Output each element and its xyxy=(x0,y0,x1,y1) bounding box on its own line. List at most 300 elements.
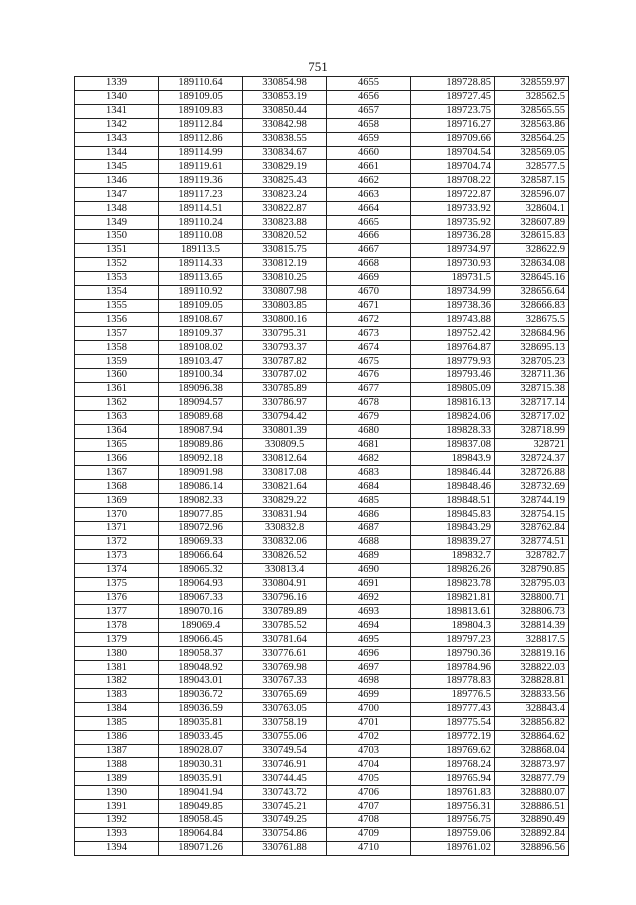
x-coordinate-cell: 189772.19 xyxy=(411,730,495,744)
x-coordinate-cell: 189736.28 xyxy=(411,229,495,243)
table-row xyxy=(75,827,569,841)
page-number: 751 xyxy=(308,59,328,74)
table-row xyxy=(75,549,569,563)
table-row xyxy=(75,786,569,800)
y-coordinate-cell: 330838.55 xyxy=(243,132,327,146)
point-number-cell: 4681 xyxy=(327,438,411,452)
point-number-cell: 1393 xyxy=(75,827,159,841)
x-coordinate-cell: 189704.54 xyxy=(411,146,495,160)
point-number-cell: 1342 xyxy=(75,118,159,132)
x-coordinate-cell: 189843.9 xyxy=(411,452,495,466)
x-coordinate-cell: 189058.45 xyxy=(159,814,243,828)
point-number-cell: 4678 xyxy=(327,396,411,410)
y-coordinate-cell: 328880.07 xyxy=(495,786,569,800)
table-row xyxy=(75,480,569,494)
table-row xyxy=(75,174,569,188)
x-coordinate-cell: 189824.06 xyxy=(411,410,495,424)
point-number-cell: 1358 xyxy=(75,341,159,355)
point-number-cell: 1386 xyxy=(75,730,159,744)
point-number-cell: 4691 xyxy=(327,577,411,591)
y-coordinate-cell: 328817.5 xyxy=(495,633,569,647)
x-coordinate-cell: 189816.13 xyxy=(411,396,495,410)
y-coordinate-cell: 330820.52 xyxy=(243,229,327,243)
x-coordinate-cell: 189109.83 xyxy=(159,104,243,118)
point-number-cell: 4686 xyxy=(327,508,411,522)
table-row xyxy=(75,188,569,202)
table-row xyxy=(75,633,569,647)
x-coordinate-cell: 189110.08 xyxy=(159,229,243,243)
y-coordinate-cell: 330769.98 xyxy=(243,661,327,675)
x-coordinate-cell: 189769.62 xyxy=(411,744,495,758)
point-number-cell: 4660 xyxy=(327,146,411,160)
point-number-cell: 4701 xyxy=(327,716,411,730)
x-coordinate-cell: 189845.83 xyxy=(411,508,495,522)
x-coordinate-cell: 189114.99 xyxy=(159,146,243,160)
table-row xyxy=(75,508,569,522)
point-number-cell: 1387 xyxy=(75,744,159,758)
x-coordinate-cell: 189112.86 xyxy=(159,132,243,146)
x-coordinate-cell: 189069.33 xyxy=(159,535,243,549)
y-coordinate-cell: 330812.19 xyxy=(243,257,327,271)
point-number-cell: 4679 xyxy=(327,410,411,424)
point-number-cell: 4698 xyxy=(327,674,411,688)
y-coordinate-cell: 328559.97 xyxy=(495,77,569,91)
y-coordinate-cell: 328877.79 xyxy=(495,772,569,786)
y-coordinate-cell: 330781.64 xyxy=(243,633,327,647)
table-row xyxy=(75,216,569,230)
table-row xyxy=(75,841,569,855)
y-coordinate-cell: 330743.72 xyxy=(243,786,327,800)
x-coordinate-cell: 189041.94 xyxy=(159,786,243,800)
x-coordinate-cell: 189759.06 xyxy=(411,827,495,841)
y-coordinate-cell: 330794.42 xyxy=(243,410,327,424)
point-number-cell: 4685 xyxy=(327,494,411,508)
y-coordinate-cell: 330829.22 xyxy=(243,494,327,508)
x-coordinate-cell: 189793.46 xyxy=(411,369,495,383)
y-coordinate-cell: 330829.19 xyxy=(243,160,327,174)
table-row xyxy=(75,744,569,758)
y-coordinate-cell: 328754.15 xyxy=(495,508,569,522)
x-coordinate-cell: 189775.54 xyxy=(411,716,495,730)
point-number-cell: 1375 xyxy=(75,577,159,591)
x-coordinate-cell: 189776.5 xyxy=(411,688,495,702)
table-row xyxy=(75,716,569,730)
x-coordinate-cell: 189731.5 xyxy=(411,271,495,285)
table-row xyxy=(75,577,569,591)
x-coordinate-cell: 189069.4 xyxy=(159,619,243,633)
point-number-cell: 4703 xyxy=(327,744,411,758)
table-row xyxy=(75,202,569,216)
y-coordinate-cell: 330823.88 xyxy=(243,216,327,230)
x-coordinate-cell: 189813.61 xyxy=(411,605,495,619)
x-coordinate-cell: 189028.07 xyxy=(159,744,243,758)
x-coordinate-cell: 189109.05 xyxy=(159,299,243,313)
x-coordinate-cell: 189066.64 xyxy=(159,549,243,563)
x-coordinate-cell: 189030.31 xyxy=(159,758,243,772)
x-coordinate-cell: 189048.92 xyxy=(159,661,243,675)
x-coordinate-cell: 189821.81 xyxy=(411,591,495,605)
point-number-cell: 4709 xyxy=(327,827,411,841)
y-coordinate-cell: 328896.56 xyxy=(495,841,569,855)
point-number-cell: 1373 xyxy=(75,549,159,563)
table-row xyxy=(75,772,569,786)
x-coordinate-cell: 189826.26 xyxy=(411,563,495,577)
y-coordinate-cell: 328819.16 xyxy=(495,647,569,661)
y-coordinate-cell: 330854.98 xyxy=(243,77,327,91)
x-coordinate-cell: 189734.97 xyxy=(411,243,495,257)
x-coordinate-cell: 189094.57 xyxy=(159,396,243,410)
y-coordinate-cell: 328774.51 xyxy=(495,535,569,549)
x-coordinate-cell: 189761.83 xyxy=(411,786,495,800)
table-row xyxy=(75,327,569,341)
point-number-cell: 1361 xyxy=(75,382,159,396)
point-number-cell: 1384 xyxy=(75,702,159,716)
table-row xyxy=(75,396,569,410)
y-coordinate-cell: 328890.49 xyxy=(495,814,569,828)
x-coordinate-cell: 189109.05 xyxy=(159,90,243,104)
y-coordinate-cell: 330809.5 xyxy=(243,438,327,452)
y-coordinate-cell: 328715.38 xyxy=(495,382,569,396)
point-number-cell: 4667 xyxy=(327,243,411,257)
point-number-cell: 1362 xyxy=(75,396,159,410)
point-number-cell: 4676 xyxy=(327,369,411,383)
point-number-cell: 4684 xyxy=(327,480,411,494)
y-coordinate-cell: 330761.88 xyxy=(243,841,327,855)
y-coordinate-cell: 328721 xyxy=(495,438,569,452)
x-coordinate-cell: 189765.94 xyxy=(411,772,495,786)
x-coordinate-cell: 189117.23 xyxy=(159,188,243,202)
coordinates-table-body xyxy=(75,77,569,856)
point-number-cell: 4682 xyxy=(327,452,411,466)
x-coordinate-cell: 189733.92 xyxy=(411,202,495,216)
y-coordinate-cell: 330767.33 xyxy=(243,674,327,688)
y-coordinate-cell: 330853.19 xyxy=(243,90,327,104)
table-row xyxy=(75,647,569,661)
point-number-cell: 4689 xyxy=(327,549,411,563)
y-coordinate-cell: 330810.25 xyxy=(243,271,327,285)
point-number-cell: 4670 xyxy=(327,285,411,299)
y-coordinate-cell: 328790.85 xyxy=(495,563,569,577)
y-coordinate-cell: 330832.06 xyxy=(243,535,327,549)
point-number-cell: 4657 xyxy=(327,104,411,118)
y-coordinate-cell: 328732.69 xyxy=(495,480,569,494)
point-number-cell: 1360 xyxy=(75,369,159,383)
point-number-cell: 4707 xyxy=(327,800,411,814)
table-row xyxy=(75,674,569,688)
point-number-cell: 1343 xyxy=(75,132,159,146)
x-coordinate-cell: 189723.75 xyxy=(411,104,495,118)
x-coordinate-cell: 189728.85 xyxy=(411,77,495,91)
x-coordinate-cell: 189752.42 xyxy=(411,327,495,341)
table-row xyxy=(75,355,569,369)
x-coordinate-cell: 189110.24 xyxy=(159,216,243,230)
point-number-cell: 1341 xyxy=(75,104,159,118)
table-row xyxy=(75,285,569,299)
y-coordinate-cell: 330823.24 xyxy=(243,188,327,202)
point-number-cell: 1349 xyxy=(75,216,159,230)
point-number-cell: 4702 xyxy=(327,730,411,744)
table-row xyxy=(75,814,569,828)
y-coordinate-cell: 328596.07 xyxy=(495,188,569,202)
x-coordinate-cell: 189734.99 xyxy=(411,285,495,299)
y-coordinate-cell: 330832.8 xyxy=(243,522,327,536)
y-coordinate-cell: 330815.75 xyxy=(243,243,327,257)
y-coordinate-cell: 330786.97 xyxy=(243,396,327,410)
y-coordinate-cell: 328684.96 xyxy=(495,327,569,341)
y-coordinate-cell: 328717.14 xyxy=(495,396,569,410)
x-coordinate-cell: 189722.87 xyxy=(411,188,495,202)
y-coordinate-cell: 328782.7 xyxy=(495,549,569,563)
y-coordinate-cell: 328705.23 xyxy=(495,355,569,369)
x-coordinate-cell: 189837.08 xyxy=(411,438,495,452)
table-row xyxy=(75,132,569,146)
x-coordinate-cell: 189082.33 xyxy=(159,494,243,508)
table-row xyxy=(75,522,569,536)
y-coordinate-cell: 328717.02 xyxy=(495,410,569,424)
point-number-cell: 4699 xyxy=(327,688,411,702)
x-coordinate-cell: 189839.27 xyxy=(411,535,495,549)
point-number-cell: 1390 xyxy=(75,786,159,800)
x-coordinate-cell: 189119.61 xyxy=(159,160,243,174)
point-number-cell: 1392 xyxy=(75,814,159,828)
point-number-cell: 1357 xyxy=(75,327,159,341)
x-coordinate-cell: 189089.68 xyxy=(159,410,243,424)
point-number-cell: 4710 xyxy=(327,841,411,855)
point-number-cell: 4668 xyxy=(327,257,411,271)
table-row xyxy=(75,800,569,814)
y-coordinate-cell: 330796.16 xyxy=(243,591,327,605)
x-coordinate-cell: 189033.45 xyxy=(159,730,243,744)
x-coordinate-cell: 189727.45 xyxy=(411,90,495,104)
table-row xyxy=(75,535,569,549)
point-number-cell: 1354 xyxy=(75,285,159,299)
point-number-cell: 4663 xyxy=(327,188,411,202)
point-number-cell: 1377 xyxy=(75,605,159,619)
point-number-cell: 4672 xyxy=(327,313,411,327)
x-coordinate-cell: 189096.38 xyxy=(159,382,243,396)
y-coordinate-cell: 328828.81 xyxy=(495,674,569,688)
x-coordinate-cell: 189778.83 xyxy=(411,674,495,688)
y-coordinate-cell: 330850.44 xyxy=(243,104,327,118)
y-coordinate-cell: 328795.03 xyxy=(495,577,569,591)
point-number-cell: 4656 xyxy=(327,90,411,104)
point-number-cell: 4706 xyxy=(327,786,411,800)
x-coordinate-cell: 189790.36 xyxy=(411,647,495,661)
y-coordinate-cell: 330744.45 xyxy=(243,772,327,786)
y-coordinate-cell: 328744.19 xyxy=(495,494,569,508)
point-number-cell: 1371 xyxy=(75,522,159,536)
table-row xyxy=(75,382,569,396)
y-coordinate-cell: 328562.5 xyxy=(495,90,569,104)
point-number-cell: 1374 xyxy=(75,563,159,577)
y-coordinate-cell: 328864.62 xyxy=(495,730,569,744)
y-coordinate-cell: 328892.84 xyxy=(495,827,569,841)
point-number-cell: 4693 xyxy=(327,605,411,619)
y-coordinate-cell: 328724.37 xyxy=(495,452,569,466)
x-coordinate-cell: 189100.34 xyxy=(159,369,243,383)
point-number-cell: 4665 xyxy=(327,216,411,230)
point-number-cell: 1370 xyxy=(75,508,159,522)
x-coordinate-cell: 189108.02 xyxy=(159,341,243,355)
x-coordinate-cell: 189828.33 xyxy=(411,424,495,438)
y-coordinate-cell: 328622.9 xyxy=(495,243,569,257)
x-coordinate-cell: 189077.85 xyxy=(159,508,243,522)
x-coordinate-cell: 189087.94 xyxy=(159,424,243,438)
point-number-cell: 1350 xyxy=(75,229,159,243)
x-coordinate-cell: 189110.92 xyxy=(159,285,243,299)
point-number-cell: 1353 xyxy=(75,271,159,285)
point-number-cell: 4659 xyxy=(327,132,411,146)
point-number-cell: 1378 xyxy=(75,619,159,633)
x-coordinate-cell: 189756.75 xyxy=(411,814,495,828)
table-row xyxy=(75,146,569,160)
x-coordinate-cell: 189768.24 xyxy=(411,758,495,772)
point-number-cell: 4683 xyxy=(327,466,411,480)
x-coordinate-cell: 189784.96 xyxy=(411,661,495,675)
table-row xyxy=(75,299,569,313)
x-coordinate-cell: 189716.27 xyxy=(411,118,495,132)
point-number-cell: 1391 xyxy=(75,800,159,814)
y-coordinate-cell: 330812.64 xyxy=(243,452,327,466)
point-number-cell: 1351 xyxy=(75,243,159,257)
point-number-cell: 4708 xyxy=(327,814,411,828)
table-row xyxy=(75,619,569,633)
y-coordinate-cell: 330813.4 xyxy=(243,563,327,577)
y-coordinate-cell: 330787.02 xyxy=(243,369,327,383)
y-coordinate-cell: 328843.4 xyxy=(495,702,569,716)
x-coordinate-cell: 189035.81 xyxy=(159,716,243,730)
x-coordinate-cell: 189091.98 xyxy=(159,466,243,480)
y-coordinate-cell: 328563.86 xyxy=(495,118,569,132)
table-row xyxy=(75,271,569,285)
y-coordinate-cell: 330842.98 xyxy=(243,118,327,132)
point-number-cell: 1366 xyxy=(75,452,159,466)
y-coordinate-cell: 328886.51 xyxy=(495,800,569,814)
x-coordinate-cell: 189730.93 xyxy=(411,257,495,271)
x-coordinate-cell: 189070.16 xyxy=(159,605,243,619)
table-row xyxy=(75,257,569,271)
y-coordinate-cell: 330776.61 xyxy=(243,647,327,661)
x-coordinate-cell: 189843.29 xyxy=(411,522,495,536)
y-coordinate-cell: 328868.04 xyxy=(495,744,569,758)
y-coordinate-cell: 328695.13 xyxy=(495,341,569,355)
point-number-cell: 1379 xyxy=(75,633,159,647)
y-coordinate-cell: 328814.39 xyxy=(495,619,569,633)
point-number-cell: 1359 xyxy=(75,355,159,369)
point-number-cell: 4705 xyxy=(327,772,411,786)
x-coordinate-cell: 189112.84 xyxy=(159,118,243,132)
table-row xyxy=(75,118,569,132)
point-number-cell: 1346 xyxy=(75,174,159,188)
x-coordinate-cell: 189108.67 xyxy=(159,313,243,327)
y-coordinate-cell: 330795.31 xyxy=(243,327,327,341)
point-number-cell: 1376 xyxy=(75,591,159,605)
point-number-cell: 4677 xyxy=(327,382,411,396)
y-coordinate-cell: 328800.71 xyxy=(495,591,569,605)
y-coordinate-cell: 330758.19 xyxy=(243,716,327,730)
coordinates-table xyxy=(74,76,569,856)
point-number-cell: 4666 xyxy=(327,229,411,243)
y-coordinate-cell: 328634.08 xyxy=(495,257,569,271)
table-row xyxy=(75,243,569,257)
x-coordinate-cell: 189036.59 xyxy=(159,702,243,716)
x-coordinate-cell: 189738.36 xyxy=(411,299,495,313)
point-number-cell: 4694 xyxy=(327,619,411,633)
y-coordinate-cell: 328856.82 xyxy=(495,716,569,730)
y-coordinate-cell: 330789.89 xyxy=(243,605,327,619)
y-coordinate-cell: 330821.64 xyxy=(243,480,327,494)
point-number-cell: 1369 xyxy=(75,494,159,508)
y-coordinate-cell: 328726.88 xyxy=(495,466,569,480)
table-row xyxy=(75,313,569,327)
point-number-cell: 1355 xyxy=(75,299,159,313)
x-coordinate-cell: 189064.93 xyxy=(159,577,243,591)
y-coordinate-cell: 330755.06 xyxy=(243,730,327,744)
x-coordinate-cell: 189756.31 xyxy=(411,800,495,814)
point-number-cell: 1352 xyxy=(75,257,159,271)
point-number-cell: 4655 xyxy=(327,77,411,91)
x-coordinate-cell: 189067.33 xyxy=(159,591,243,605)
x-coordinate-cell: 189089.86 xyxy=(159,438,243,452)
point-number-cell: 1363 xyxy=(75,410,159,424)
y-coordinate-cell: 328607.89 xyxy=(495,216,569,230)
x-coordinate-cell: 189086.14 xyxy=(159,480,243,494)
y-coordinate-cell: 328711.36 xyxy=(495,369,569,383)
point-number-cell: 1365 xyxy=(75,438,159,452)
point-number-cell: 1380 xyxy=(75,647,159,661)
y-coordinate-cell: 330834.67 xyxy=(243,146,327,160)
point-number-cell: 4669 xyxy=(327,271,411,285)
x-coordinate-cell: 189113.65 xyxy=(159,271,243,285)
x-coordinate-cell: 189043.01 xyxy=(159,674,243,688)
table-row xyxy=(75,730,569,744)
point-number-cell: 1389 xyxy=(75,772,159,786)
x-coordinate-cell: 189743.88 xyxy=(411,313,495,327)
point-number-cell: 4673 xyxy=(327,327,411,341)
x-coordinate-cell: 189708.22 xyxy=(411,174,495,188)
table-row xyxy=(75,369,569,383)
x-coordinate-cell: 189848.51 xyxy=(411,494,495,508)
x-coordinate-cell: 189805.09 xyxy=(411,382,495,396)
x-coordinate-cell: 189709.66 xyxy=(411,132,495,146)
y-coordinate-cell: 330822.87 xyxy=(243,202,327,216)
y-coordinate-cell: 330801.39 xyxy=(243,424,327,438)
point-number-cell: 1345 xyxy=(75,160,159,174)
y-coordinate-cell: 328822.03 xyxy=(495,661,569,675)
table-row xyxy=(75,160,569,174)
y-coordinate-cell: 328718.99 xyxy=(495,424,569,438)
x-coordinate-cell: 189804.3 xyxy=(411,619,495,633)
y-coordinate-cell: 328675.5 xyxy=(495,313,569,327)
x-coordinate-cell: 189823.78 xyxy=(411,577,495,591)
table-row xyxy=(75,688,569,702)
point-number-cell: 1344 xyxy=(75,146,159,160)
point-number-cell: 4697 xyxy=(327,661,411,675)
x-coordinate-cell: 189777.43 xyxy=(411,702,495,716)
x-coordinate-cell: 189064.84 xyxy=(159,827,243,841)
y-coordinate-cell: 330817.08 xyxy=(243,466,327,480)
y-coordinate-cell: 328565.55 xyxy=(495,104,569,118)
y-coordinate-cell: 330803.85 xyxy=(243,299,327,313)
point-number-cell: 1368 xyxy=(75,480,159,494)
point-number-cell: 1367 xyxy=(75,466,159,480)
table-row xyxy=(75,563,569,577)
y-coordinate-cell: 328564.25 xyxy=(495,132,569,146)
x-coordinate-cell: 189036.72 xyxy=(159,688,243,702)
table-row xyxy=(75,452,569,466)
point-number-cell: 4696 xyxy=(327,647,411,661)
table-row xyxy=(75,494,569,508)
